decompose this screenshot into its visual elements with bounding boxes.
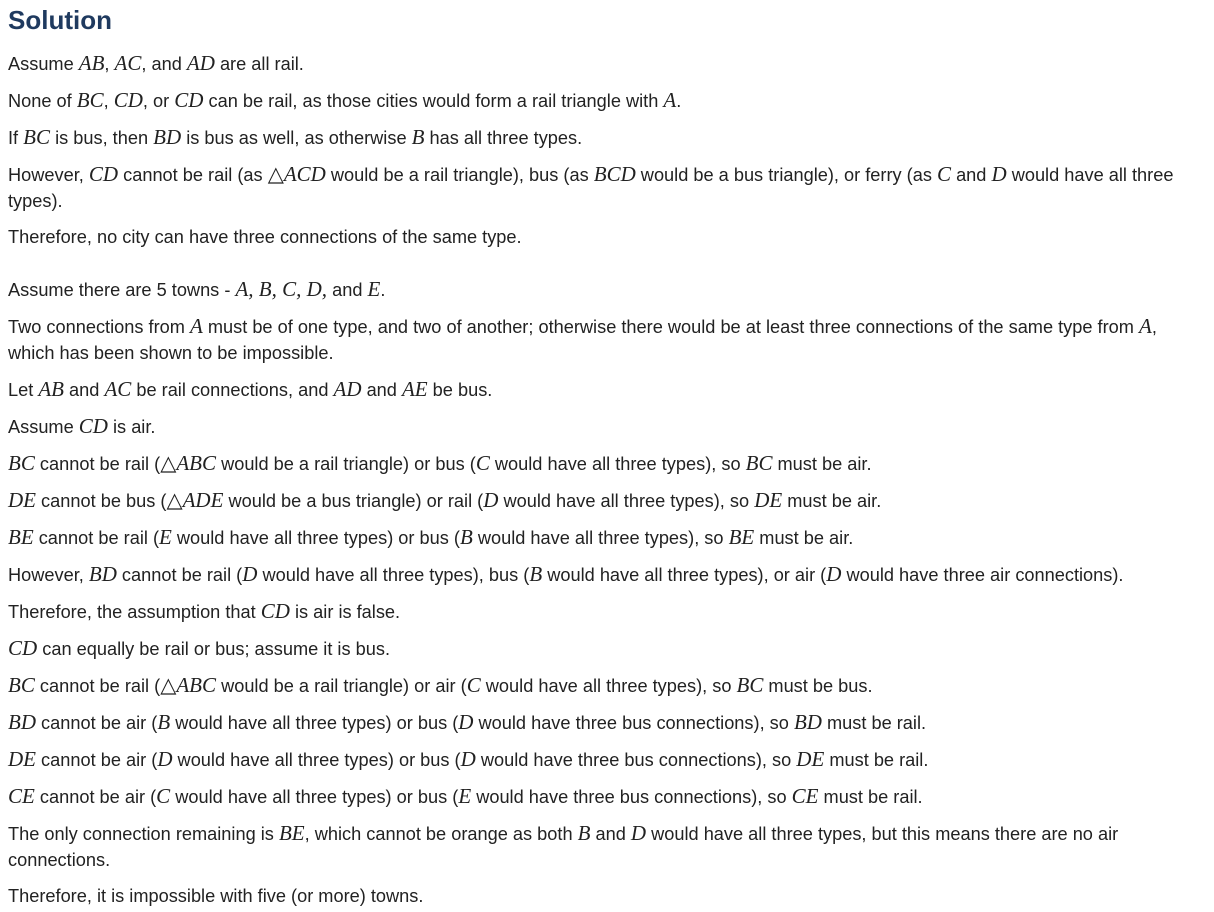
math-expression: C <box>937 162 952 186</box>
solution-paragraph <box>8 161 1206 214</box>
text-run: would have all three types) or bus ( <box>170 713 459 733</box>
math-expression: B <box>411 125 425 149</box>
math-expression: D <box>242 562 258 586</box>
text-run: Two connections from <box>8 317 190 337</box>
solution-paragraph <box>8 783 1206 810</box>
math-expression: CD <box>88 162 119 186</box>
text-run: is air is false. <box>289 602 401 622</box>
text-run: must be air. <box>772 454 872 474</box>
text-run: Therefore, no city can have three connections of the same type. <box>8 227 522 247</box>
text-run: cannot be rail ( <box>33 528 160 548</box>
math-expression: DE <box>754 488 783 512</box>
text-run: , and <box>141 54 187 74</box>
text-run: can be rail, as those cities would form a rail triangle with <box>203 91 664 111</box>
math-expression: △ABC <box>160 451 217 475</box>
text-run: would have all three types), so <box>489 454 746 474</box>
solution-paragraph <box>8 709 1206 736</box>
text-run: would have all three types), so <box>472 528 729 548</box>
math-expression: A <box>663 88 677 112</box>
text-run: Assume <box>8 417 79 437</box>
math-expression: B <box>529 562 543 586</box>
text-run: , <box>103 91 114 111</box>
text-run: would be a rail triangle), bus (as <box>325 165 594 185</box>
math-expression: A <box>189 314 203 338</box>
text-run: would have all three types) or bus ( <box>170 787 459 807</box>
math-expression: △ABC <box>160 673 217 697</box>
solution-paragraph <box>8 820 1206 873</box>
solution-paragraph <box>8 487 1206 514</box>
math-expression: D <box>483 488 499 512</box>
math-expression: A, B, C, D, <box>235 277 328 301</box>
text-run: . <box>676 91 682 111</box>
text-run: would have all three types), or air ( <box>542 565 827 585</box>
math-expression: BC <box>745 451 773 475</box>
math-expression: DE <box>796 747 825 771</box>
text-run: would have three bus connections), so <box>473 713 794 733</box>
math-expression: BE <box>728 525 755 549</box>
solution-paragraph <box>8 87 1206 114</box>
text-run: However, <box>8 165 89 185</box>
text-run: If <box>8 128 24 148</box>
text-run: Therefore, the assumption that <box>8 602 261 622</box>
math-expression: AC <box>114 51 142 75</box>
math-expression: BD <box>8 710 36 734</box>
math-expression: BC <box>76 88 104 112</box>
math-expression: B <box>577 821 591 845</box>
math-expression: AB <box>78 51 105 75</box>
math-expression: CE <box>791 784 819 808</box>
text-run: would have all three types, but this means there are no air connections. <box>8 824 1119 870</box>
text-run: has all three types. <box>424 128 583 148</box>
text-run: must be bus. <box>763 676 873 696</box>
solution-paragraph <box>8 313 1206 366</box>
text-run: is bus, then <box>50 128 154 148</box>
text-run: None of <box>8 91 77 111</box>
solution-body <box>8 50 1206 909</box>
text-run: However, <box>8 565 89 585</box>
solution-paragraph <box>8 224 1206 250</box>
text-run: cannot be rail (as <box>118 165 268 185</box>
math-expression: AD <box>186 51 215 75</box>
text-run: . <box>380 280 386 300</box>
math-expression: DE <box>8 747 36 771</box>
math-expression: B <box>157 710 171 734</box>
text-run: The only connection remaining is <box>8 824 279 844</box>
solution-paragraph <box>8 124 1206 151</box>
math-expression: CD <box>174 88 204 112</box>
math-expression: DE <box>8 488 36 512</box>
solution-paragraph <box>8 598 1206 625</box>
solution-paragraph <box>8 561 1206 588</box>
text-run: would have all three types), bus ( <box>257 565 530 585</box>
text-run: must be air. <box>782 491 882 511</box>
math-expression: B <box>459 525 473 549</box>
text-run: would have three air connections). <box>841 565 1124 585</box>
math-expression: E <box>458 784 472 808</box>
math-expression: AC <box>104 377 132 401</box>
text-run: and <box>64 380 105 400</box>
text-run: would have all three types) or bus ( <box>172 750 461 770</box>
text-run: and <box>361 380 402 400</box>
text-run: would have all three types), so <box>498 491 755 511</box>
math-expression: D <box>458 710 474 734</box>
text-run: would be a bus triangle), or ferry (as <box>635 165 937 185</box>
math-expression: A <box>1138 314 1152 338</box>
text-run: , <box>104 54 115 74</box>
text-run: would have all three types), so <box>480 676 737 696</box>
math-expression: BD <box>153 125 182 149</box>
solution-paragraph <box>8 450 1206 477</box>
math-expression: BD <box>88 562 117 586</box>
solution-paragraph <box>8 413 1206 440</box>
math-expression: D <box>630 821 647 845</box>
math-expression: AD <box>333 377 362 401</box>
text-run: cannot be rail ( <box>34 676 161 696</box>
math-expression: BD <box>793 710 822 734</box>
text-run: must be rail. <box>821 713 927 733</box>
text-run: and <box>951 165 992 185</box>
solution-paragraph <box>8 376 1206 403</box>
text-run: are all rail. <box>214 54 304 74</box>
text-run: cannot be air ( <box>36 713 158 733</box>
math-expression: AE <box>401 377 428 401</box>
text-run: is bus as well, as otherwise <box>181 128 412 148</box>
math-expression: BC <box>8 673 35 697</box>
solution-paragraph <box>8 276 1206 303</box>
math-expression: CE <box>8 784 35 808</box>
math-expression: AB <box>38 377 64 401</box>
section-gap <box>8 260 1206 276</box>
solution-paragraph <box>8 746 1206 773</box>
text-run: must be rail. <box>824 750 929 770</box>
text-run: would have three bus connections), so <box>475 750 797 770</box>
text-run: cannot be bus ( <box>36 491 167 511</box>
text-run: must be air. <box>754 528 854 548</box>
solution-paragraph <box>8 524 1206 551</box>
text-run: , or <box>142 91 175 111</box>
solution-paragraph <box>8 635 1206 662</box>
math-expression: BCD <box>593 162 636 186</box>
text-run: must be rail. <box>818 787 923 807</box>
text-run: Let <box>8 380 39 400</box>
text-run: cannot be rail ( <box>116 565 243 585</box>
solution-paragraph <box>8 672 1206 699</box>
text-run: Assume <box>8 54 79 74</box>
text-run: Therefore, it is impossible with five (or more) towns. <box>8 886 424 906</box>
math-expression: D <box>157 747 173 771</box>
page-title: Solution <box>8 5 112 35</box>
solution-paragraph <box>8 50 1206 77</box>
math-expression: D <box>991 162 1007 186</box>
math-expression: BC <box>736 673 764 697</box>
math-expression: D <box>826 562 842 586</box>
math-expression: CD <box>260 599 290 623</box>
text-run: would have three bus connections), so <box>471 787 792 807</box>
math-expression: CD <box>113 88 143 112</box>
math-expression: △ACD <box>267 162 326 186</box>
math-expression: BE <box>8 525 34 549</box>
text-run: and <box>590 824 631 844</box>
math-expression: BC <box>8 451 35 475</box>
math-expression: C <box>475 451 490 475</box>
solution-paragraph <box>8 883 1206 909</box>
text-run: Assume there are 5 towns - <box>8 280 236 300</box>
text-run: cannot be air ( <box>36 750 158 770</box>
text-run: cannot be rail ( <box>34 454 161 474</box>
math-expression: C <box>156 784 171 808</box>
math-expression: E <box>159 525 172 549</box>
text-run: must be of one type, and two of another; otherwise there would be at least three connections of the same type from <box>202 317 1139 337</box>
text-run: be rail connections, and <box>131 380 334 400</box>
text-run: would have all three types). <box>8 165 1174 211</box>
text-run: and <box>327 280 368 300</box>
math-expression: E <box>367 277 381 301</box>
math-expression: BC <box>23 125 51 149</box>
text-run: would be a rail triangle) or air ( <box>216 676 467 696</box>
text-run: would have all three types) or bus ( <box>171 528 460 548</box>
math-expression: BE <box>278 821 305 845</box>
text-run: , which has been shown to be impossible. <box>8 317 1157 363</box>
math-expression: D <box>460 747 476 771</box>
math-expression: CD <box>78 414 108 438</box>
text-run: would be a bus triangle) or rail ( <box>223 491 484 511</box>
math-expression: △ADE <box>166 488 224 512</box>
text-run: cannot be air ( <box>34 787 157 807</box>
math-expression: CD <box>8 636 38 660</box>
text-run: be bus. <box>427 380 493 400</box>
text-run: would be a rail triangle) or bus ( <box>216 454 476 474</box>
text-run: can equally be rail or bus; assume it is bus. <box>37 639 390 659</box>
math-expression: C <box>466 673 481 697</box>
text-run: , which cannot be orange as both <box>304 824 578 844</box>
text-run: is air. <box>107 417 156 437</box>
